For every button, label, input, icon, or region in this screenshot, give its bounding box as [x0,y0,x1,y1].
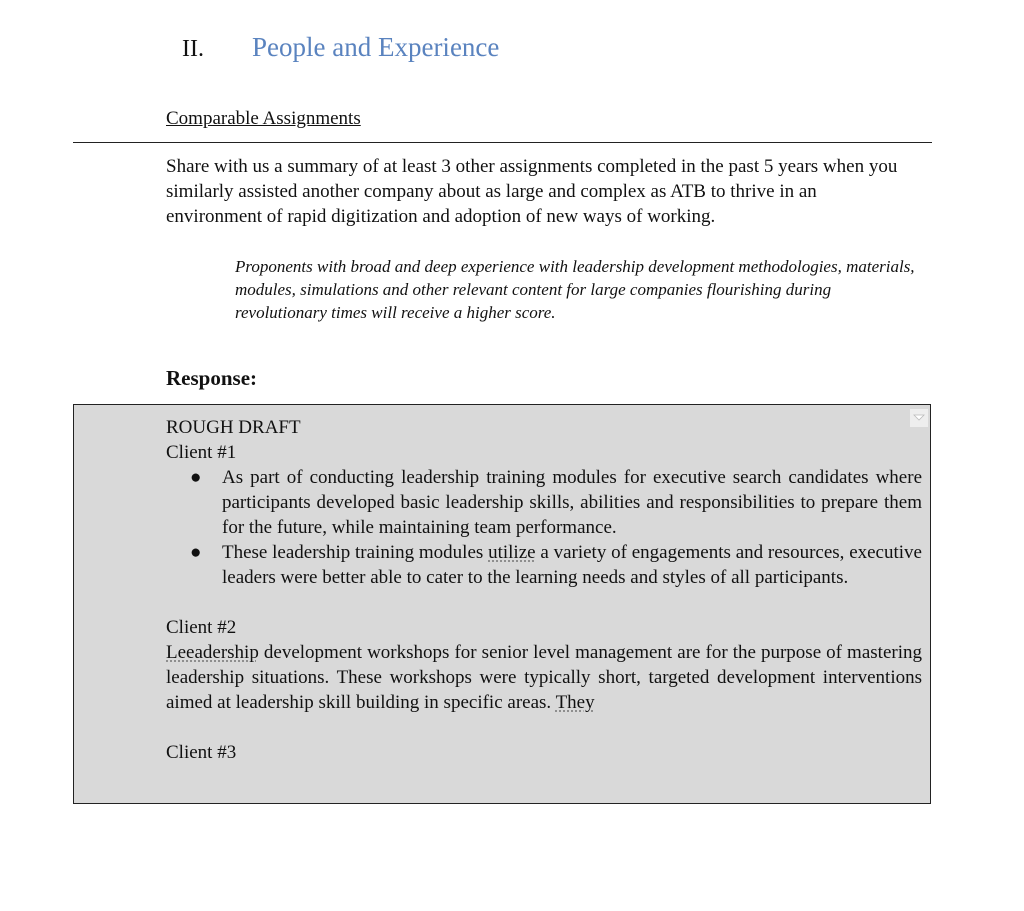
client-2-text: development workshops for senior level management are for the purpose of mastering leadership situations. These workshops were typically short, targeted development interventions aimed at leadership skill building in specific areas. [166,642,922,713]
client-1-bullet-list [166,465,922,590]
section-heading [182,32,499,63]
subsection-title: Comparable Assignments [166,108,361,129]
scoring-note: Proponents with broad and deep experience with leadership development methodologies, materials, modules, simulations and other relevant content for large companies flourishing during revolutionary times will receive a higher score. [235,257,915,322]
client-3-title: Client #3 [166,742,237,763]
response-text-box[interactable] [73,404,931,804]
list-item [166,540,922,590]
spelling-flagged-word[interactable]: Leeadership [166,642,259,663]
horizontal-divider [73,142,932,143]
prompt-text: Share with us a summary of at least 3 other assignments completed in the past 5 years when you similarly assisted another company about as large and complex as ATB to thrive in an environment of rapid digitization and adoption of new ways of working. [166,156,898,227]
bullet-icon: ● [190,542,202,563]
section-title: People and Experience [252,32,500,62]
list-item [166,465,922,540]
bullet-icon: ● [190,467,202,488]
grammar-flagged-word[interactable]: They [555,692,595,713]
client-2-paragraph [166,640,922,715]
draft-label: ROUGH DRAFT [166,417,301,438]
response-content[interactable] [166,415,922,765]
client-1-title: Client #1 [166,442,237,463]
bullet-text-start: These leadership training modules [222,542,489,563]
client-2-title: Client #2 [166,617,237,638]
grammar-flagged-word[interactable]: utilize [488,542,536,563]
bullet-text: As part of conducting leadership training modules for executive search candidates where participants developed basic leadership skills, abilities and responsibilities to prepare them for the future, while maintaining team performance. [222,467,922,538]
section-number: II. [182,36,204,62]
bullet-text-end: a variety of engagements and resources, executive leaders were better able to cater to the learning needs and styles of all participants. [222,542,922,588]
response-label: Response: [166,366,258,390]
